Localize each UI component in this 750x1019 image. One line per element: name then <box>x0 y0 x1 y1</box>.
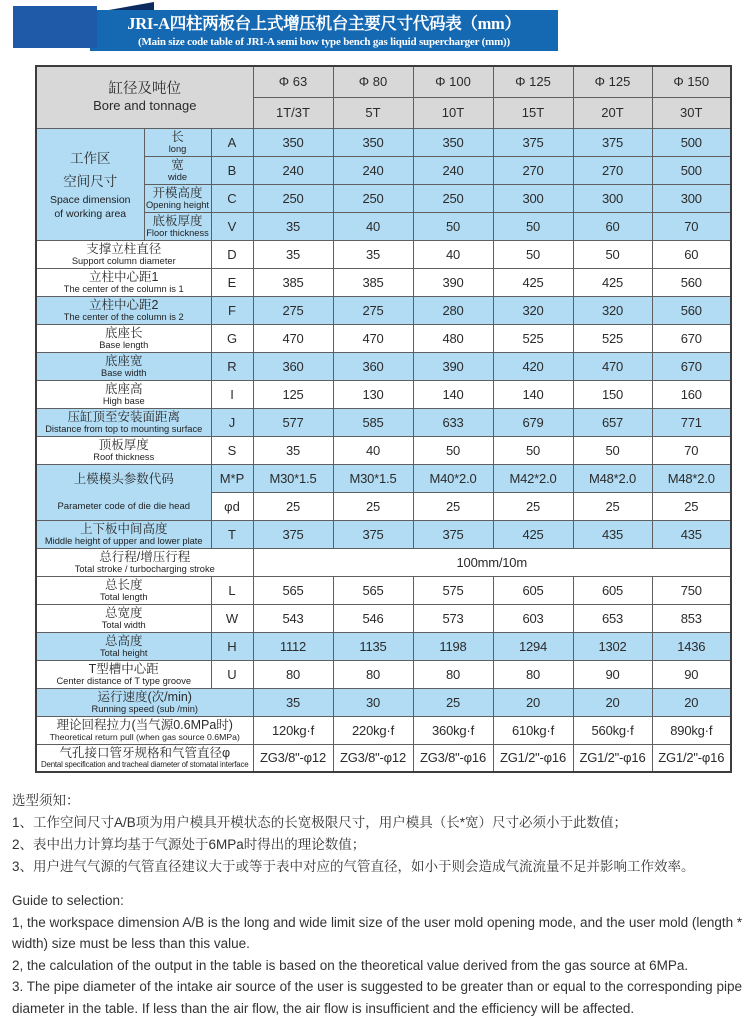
corner-header <box>36 66 253 128</box>
value-cell: 670 <box>652 324 731 352</box>
table-row <box>36 576 731 604</box>
tonnage-header: 20T <box>573 97 652 128</box>
table-row <box>36 352 731 380</box>
row-label: 顶板厚度 Roof thickness <box>36 436 211 464</box>
value-cell: 300 <box>652 184 731 212</box>
table-row <box>36 548 731 576</box>
row-code: F <box>211 296 253 324</box>
value-cell: M42*2.0 <box>493 464 573 492</box>
value-cell: 565 <box>253 576 333 604</box>
value-cell: 250 <box>253 184 333 212</box>
value-cell: 385 <box>333 268 413 296</box>
value-cell: 25 <box>493 492 573 520</box>
value-cell: 40 <box>333 436 413 464</box>
value-cell: 425 <box>573 268 652 296</box>
value-cell: 50 <box>573 240 652 268</box>
row-label: 立柱中心距1 The center of the column is 1 <box>36 268 211 296</box>
row-label: 宽 wide <box>144 156 211 184</box>
value-cell: 240 <box>253 156 333 184</box>
value-cell: 375 <box>493 128 573 156</box>
value-cell: 80 <box>413 660 493 688</box>
value-cell: 20 <box>652 688 731 716</box>
value-cell: 275 <box>253 296 333 324</box>
value-cell: 603 <box>493 604 573 632</box>
row-code: L <box>211 576 253 604</box>
row-label: 长 long <box>144 128 211 156</box>
value-cell: 150 <box>573 380 652 408</box>
notes-en-item: 2, the calculation of the output in the table is based on the theoretical value derived from the gas source at 6MPa. <box>12 957 689 973</box>
tonnage-header: 10T <box>413 97 493 128</box>
value-cell: 679 <box>493 408 573 436</box>
value-cell: 60 <box>573 212 652 240</box>
row-code: E <box>211 268 253 296</box>
corner-header-en: Bore and tonnage <box>93 98 197 114</box>
notes-en <box>12 890 744 1019</box>
row-label: 运行速度(次/min) Running speed (sub /min) <box>36 688 253 716</box>
value-cell: 605 <box>573 576 652 604</box>
value-cell: 70 <box>652 436 731 464</box>
table-row <box>36 268 731 296</box>
value-cell: 500 <box>652 156 731 184</box>
value-cell: 130 <box>333 380 413 408</box>
value-cell: 350 <box>253 128 333 156</box>
value-cell: M48*2.0 <box>573 464 652 492</box>
value-cell: 610kg·f <box>493 716 573 744</box>
value-cell: 125 <box>253 380 333 408</box>
value-cell: 425 <box>493 520 573 548</box>
value-cell: 771 <box>652 408 731 436</box>
value-cell: 240 <box>333 156 413 184</box>
value-cell: 140 <box>493 380 573 408</box>
value-cell: 250 <box>333 184 413 212</box>
table-row <box>36 380 731 408</box>
table-row <box>36 436 731 464</box>
value-cell: 1198 <box>413 632 493 660</box>
page-subtitle: (Main size code table of JRI-A semi bow type bench gas liquid supercharger (mm)) <box>138 36 510 48</box>
value-cell: 300 <box>573 184 652 212</box>
value-cell: 50 <box>413 212 493 240</box>
row-label: 总宽度 Total width <box>36 604 211 632</box>
value-cell: 30 <box>333 688 413 716</box>
value-cell: ZG1/2"-φ16 <box>493 744 573 772</box>
value-cell: 80 <box>493 660 573 688</box>
row-label: 总长度 Total length <box>36 576 211 604</box>
merged-value-cell: 100mm/10m <box>253 548 731 576</box>
value-cell: 280 <box>413 296 493 324</box>
value-cell: 220kg·f <box>333 716 413 744</box>
row-label: 立柱中心距2 The center of the column is 2 <box>36 296 211 324</box>
value-cell: 140 <box>413 380 493 408</box>
value-cell: 160 <box>652 380 731 408</box>
table-row <box>36 688 731 716</box>
table-row <box>36 632 731 660</box>
value-cell: 1294 <box>493 632 573 660</box>
row-label: 总高度 Total height <box>36 632 211 660</box>
value-cell: M48*2.0 <box>652 464 731 492</box>
value-cell: 375 <box>413 520 493 548</box>
bore-header: Φ 125 <box>493 66 573 97</box>
value-cell: 577 <box>253 408 333 436</box>
value-cell: 120kg·f <box>253 716 333 744</box>
value-cell: 385 <box>253 268 333 296</box>
table-row <box>36 324 731 352</box>
row-label: T型槽中心距 Center distance of T type groove <box>36 660 211 688</box>
value-cell: 525 <box>493 324 573 352</box>
value-cell: 525 <box>573 324 652 352</box>
value-cell: 890kg·f <box>652 716 731 744</box>
value-cell: 657 <box>573 408 652 436</box>
row-code: φd <box>211 492 253 520</box>
value-cell: 670 <box>652 352 731 380</box>
tonnage-header: 15T <box>493 97 573 128</box>
value-cell: 90 <box>652 660 731 688</box>
banner-square-decoration <box>13 6 97 48</box>
bore-header: Φ 150 <box>652 66 731 97</box>
tonnage-header: 30T <box>652 97 731 128</box>
value-cell: 35 <box>253 240 333 268</box>
tonnage-header: 1T/3T <box>253 97 333 128</box>
row-label: 支撑立柱直径 Support column diameter <box>36 240 211 268</box>
row-code: G <box>211 324 253 352</box>
header-row-bore <box>36 66 731 97</box>
value-cell: 375 <box>253 520 333 548</box>
value-cell: 575 <box>413 576 493 604</box>
row-code: I <box>211 380 253 408</box>
value-cell: 35 <box>253 436 333 464</box>
notes-en-item: 3. The pipe diameter of the intake air source of the user is suggested to be greater than or equal to the corresponding pipe diameter in the table. If less than the air flow, the air flow is insufficient and the efficiency will be affected. <box>12 979 742 1016</box>
table-row <box>36 744 731 772</box>
value-cell: 360 <box>253 352 333 380</box>
row-code: R <box>211 352 253 380</box>
group-label-working-area: 工作区 空间尺寸 Space dimension of working area <box>36 128 144 240</box>
bore-header: Φ 100 <box>413 66 493 97</box>
value-cell: 375 <box>333 520 413 548</box>
value-cell: 20 <box>573 688 652 716</box>
value-cell: 320 <box>573 296 652 324</box>
value-cell: 500 <box>652 128 731 156</box>
value-cell: 20 <box>493 688 573 716</box>
value-cell: 573 <box>413 604 493 632</box>
title-banner <box>0 0 750 52</box>
spec-table-body <box>36 128 731 772</box>
value-cell: 470 <box>573 352 652 380</box>
value-cell: 275 <box>333 296 413 324</box>
value-cell: 390 <box>413 268 493 296</box>
value-cell: 50 <box>413 436 493 464</box>
value-cell: 25 <box>573 492 652 520</box>
table-row <box>36 520 731 548</box>
notes-zh-item: 3、用户进气气源的气管直径建议大于或等于表中对应的气管直径，如小于则会造成气流流量不足并影响工作效率。 <box>12 859 695 874</box>
row-label: 上模模头参数代码 Parameter code of die die head <box>36 464 211 520</box>
row-code: M*P <box>211 464 253 492</box>
table-row <box>36 296 731 324</box>
value-cell: 40 <box>333 212 413 240</box>
value-cell: 360kg·f <box>413 716 493 744</box>
table-row <box>36 716 731 744</box>
value-cell: 35 <box>253 688 333 716</box>
table-row <box>36 240 731 268</box>
row-code: H <box>211 632 253 660</box>
value-cell: 25 <box>652 492 731 520</box>
row-label: 理论回程拉力(当气源0.6MPa时) Theoretical return pull (when gas source 0.6MPa) <box>36 716 253 744</box>
value-cell: ZG3/8"-φ12 <box>253 744 333 772</box>
value-cell: 25 <box>413 688 493 716</box>
value-cell: ZG1/2"-φ16 <box>573 744 652 772</box>
value-cell: 560 <box>652 296 731 324</box>
value-cell: 390 <box>413 352 493 380</box>
value-cell: 50 <box>573 436 652 464</box>
value-cell: 50 <box>493 436 573 464</box>
value-cell: 35 <box>253 212 333 240</box>
table-row <box>36 660 731 688</box>
value-cell: 420 <box>493 352 573 380</box>
notes-en-title: Guide to selection: <box>12 893 124 908</box>
value-cell: M40*2.0 <box>413 464 493 492</box>
value-cell: 435 <box>652 520 731 548</box>
value-cell: 40 <box>413 240 493 268</box>
bore-header: Φ 80 <box>333 66 413 97</box>
row-label: 底板厚度 Floor thickness <box>144 212 211 240</box>
notes-en-item: 1, the workspace dimension A/B is the long and wide limit size of the user mold opening mode, and the user mold (length * width) size must be less than this value. <box>12 914 743 951</box>
row-code: W <box>211 604 253 632</box>
value-cell: 270 <box>573 156 652 184</box>
value-cell: 633 <box>413 408 493 436</box>
value-cell: 480 <box>413 324 493 352</box>
ribbon-banner <box>90 10 558 51</box>
value-cell: 50 <box>493 212 573 240</box>
corner-header-zh: 缸径及吨位 <box>108 81 181 98</box>
value-cell: 543 <box>253 604 333 632</box>
value-cell: 1112 <box>253 632 333 660</box>
row-label: 底座宽 Base width <box>36 352 211 380</box>
value-cell: 560 <box>652 268 731 296</box>
row-code: V <box>211 212 253 240</box>
value-cell: 300 <box>493 184 573 212</box>
value-cell: ZG3/8"-φ12 <box>333 744 413 772</box>
value-cell: ZG1/2"-φ16 <box>652 744 731 772</box>
row-code: B <box>211 156 253 184</box>
value-cell: 240 <box>413 156 493 184</box>
value-cell: 653 <box>573 604 652 632</box>
notes-zh-item: 2、表中出力计算均基于气源处于6MPa时得出的理论数值； <box>12 837 366 852</box>
bore-header: Φ 63 <box>253 66 333 97</box>
value-cell: 35 <box>333 240 413 268</box>
notes-zh-item: 1、工作空间尺寸A/B项为用户模具开模状态的长宽极限尺寸，用户模具（长*宽）尺寸必须小于此数值； <box>12 815 628 830</box>
value-cell: 605 <box>493 576 573 604</box>
value-cell: 80 <box>253 660 333 688</box>
value-cell: 375 <box>573 128 652 156</box>
value-cell: 250 <box>413 184 493 212</box>
value-cell: 470 <box>333 324 413 352</box>
tonnage-header: 5T <box>333 97 413 128</box>
table-row <box>36 464 731 492</box>
value-cell: 750 <box>652 576 731 604</box>
row-label: 气孔接口管牙规格和气管直径φ Dental specification and tracheal diameter of stomatal interface <box>36 744 253 772</box>
value-cell: 25 <box>333 492 413 520</box>
value-cell: 360 <box>333 352 413 380</box>
value-cell: 70 <box>652 212 731 240</box>
row-code: S <box>211 436 253 464</box>
value-cell: 90 <box>573 660 652 688</box>
value-cell: 350 <box>333 128 413 156</box>
row-code: A <box>211 128 253 156</box>
value-cell: 435 <box>573 520 652 548</box>
table-row <box>36 604 731 632</box>
value-cell: 25 <box>253 492 333 520</box>
row-label: 底座长 Base length <box>36 324 211 352</box>
value-cell: M30*1.5 <box>253 464 333 492</box>
table-row <box>36 408 731 436</box>
notes-zh-title: 选型须知： <box>12 793 80 808</box>
notes-zh <box>12 790 744 878</box>
row-label: 底座高 High base <box>36 380 211 408</box>
value-cell: 1135 <box>333 632 413 660</box>
value-cell: 320 <box>493 296 573 324</box>
spec-table-header <box>36 66 731 128</box>
row-code: J <box>211 408 253 436</box>
value-cell: 1302 <box>573 632 652 660</box>
value-cell: 60 <box>652 240 731 268</box>
value-cell: 853 <box>652 604 731 632</box>
value-cell: 470 <box>253 324 333 352</box>
table-row <box>36 128 731 156</box>
value-cell: 80 <box>333 660 413 688</box>
spec-table <box>35 65 732 773</box>
row-label: 开模高度 Opening height <box>144 184 211 212</box>
row-label: 上下板中间高度 Middle height of upper and lower plate <box>36 520 211 548</box>
value-cell: 270 <box>493 156 573 184</box>
value-cell: 425 <box>493 268 573 296</box>
value-cell: 560kg·f <box>573 716 652 744</box>
value-cell: 25 <box>413 492 493 520</box>
value-cell: 585 <box>333 408 413 436</box>
row-code: T <box>211 520 253 548</box>
row-code: U <box>211 660 253 688</box>
value-cell: 350 <box>413 128 493 156</box>
row-label: 总行程/增压行程 Total stroke / turbocharging stroke <box>36 548 253 576</box>
value-cell: M30*1.5 <box>333 464 413 492</box>
value-cell: 546 <box>333 604 413 632</box>
row-code: D <box>211 240 253 268</box>
row-code: C <box>211 184 253 212</box>
value-cell: 565 <box>333 576 413 604</box>
value-cell: 50 <box>493 240 573 268</box>
row-label: 压缸顶至安装面距离 Distance from top to mounting surface <box>36 408 211 436</box>
bore-header: Φ 125 <box>573 66 652 97</box>
value-cell: ZG3/8"-φ16 <box>413 744 493 772</box>
page-title: JRI-A四柱两板台上式增压机台主要尺寸代码表（mm） <box>127 14 521 33</box>
value-cell: 1436 <box>652 632 731 660</box>
